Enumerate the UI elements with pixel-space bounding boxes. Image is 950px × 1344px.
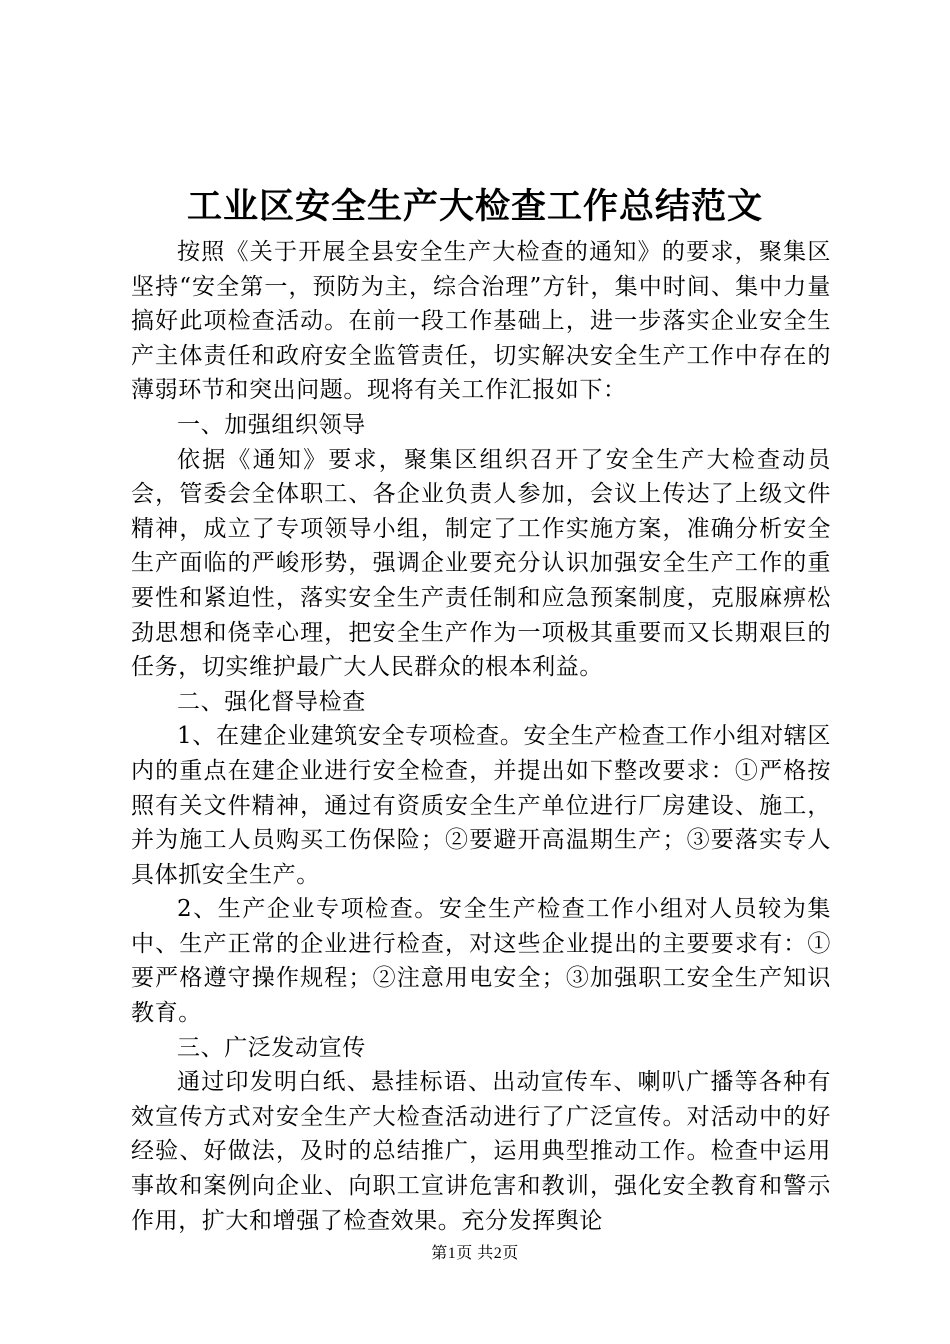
section-3-paragraph: 通过印发明白纸、悬挂标语、出动宣传车、喇叭广播等各种有效宣传方式对安全生产大检查活动进行了广泛宣传。对活动中的好经验、好做法，及时的总结推广，运用典型推动工作。检查中运用事故和案例向企业、向职工宣讲危害和教训，强化安全教育和警示作用，扩大和增强了检查效果。充分发挥舆论 xyxy=(131,1069,831,1234)
document-title: 工业区安全生产大检查工作总结范文 xyxy=(186,186,763,227)
page-footer: 第1页 共2页 xyxy=(431,1245,519,1262)
document-body xyxy=(131,235,831,1238)
intro-paragraph: 按照《关于开展全县安全生产大检查的通知》的要求，聚集区坚持“安全第一，预防为主，综合治理”方针，集中时间、集中力量搞好此项检查活动。在前一段工作基础上，进一步落实企业安全生产主体责任和政府安全监管责任，切实解决安全生产工作中存在的薄弱环节和突出问题。现将有关工作汇报如下： xyxy=(131,239,831,404)
section-heading-3: 三、广泛发动宣传 xyxy=(177,1034,366,1061)
section-heading-1: 一、加强组织领导 xyxy=(177,411,366,438)
section-1-paragraph: 依据《通知》要求，聚集区组织召开了安全生产大检查动员会，管委会全体职工、各企业负责人参加，会议上传达了上级文件精神，成立了专项领导小组，制定了工作实施方案，准确分析安全生产面临的严峻形势，强调企业要充分认识加强安全生产工作的重要性和紧迫性，落实安全生产责任制和应急预案制度，克服麻痹松劲思想和侥幸心理，把安全生产作为一项极其重要而又长期艰巨的任务，切实维护最广大人民群众的根本利益。 xyxy=(131,446,831,681)
section-heading-2: 二、强化督导检查 xyxy=(177,688,366,715)
section-2-item-2: 2、生产企业专项检查。安全生产检查工作小组对人员较为集中、生产正常的企业进行检查，对这些企业提出的主要要求有：①要严格遵守操作规程；②注意用电安全；③加强职工安全生产知识教育。 xyxy=(131,896,831,1027)
section-2-item-1: 1、在建企业建筑安全专项检查。安全生产检查工作小组对辖区内的重点在建企业进行安全检查，并提出如下整改要求：①严格按照有关文件精神，通过有资质安全生产单位进行厂房建设、施工，并为施工人员购买工伤保险；②要避开高温期生产；③要落实专人具体抓安全生产。 xyxy=(131,723,831,888)
